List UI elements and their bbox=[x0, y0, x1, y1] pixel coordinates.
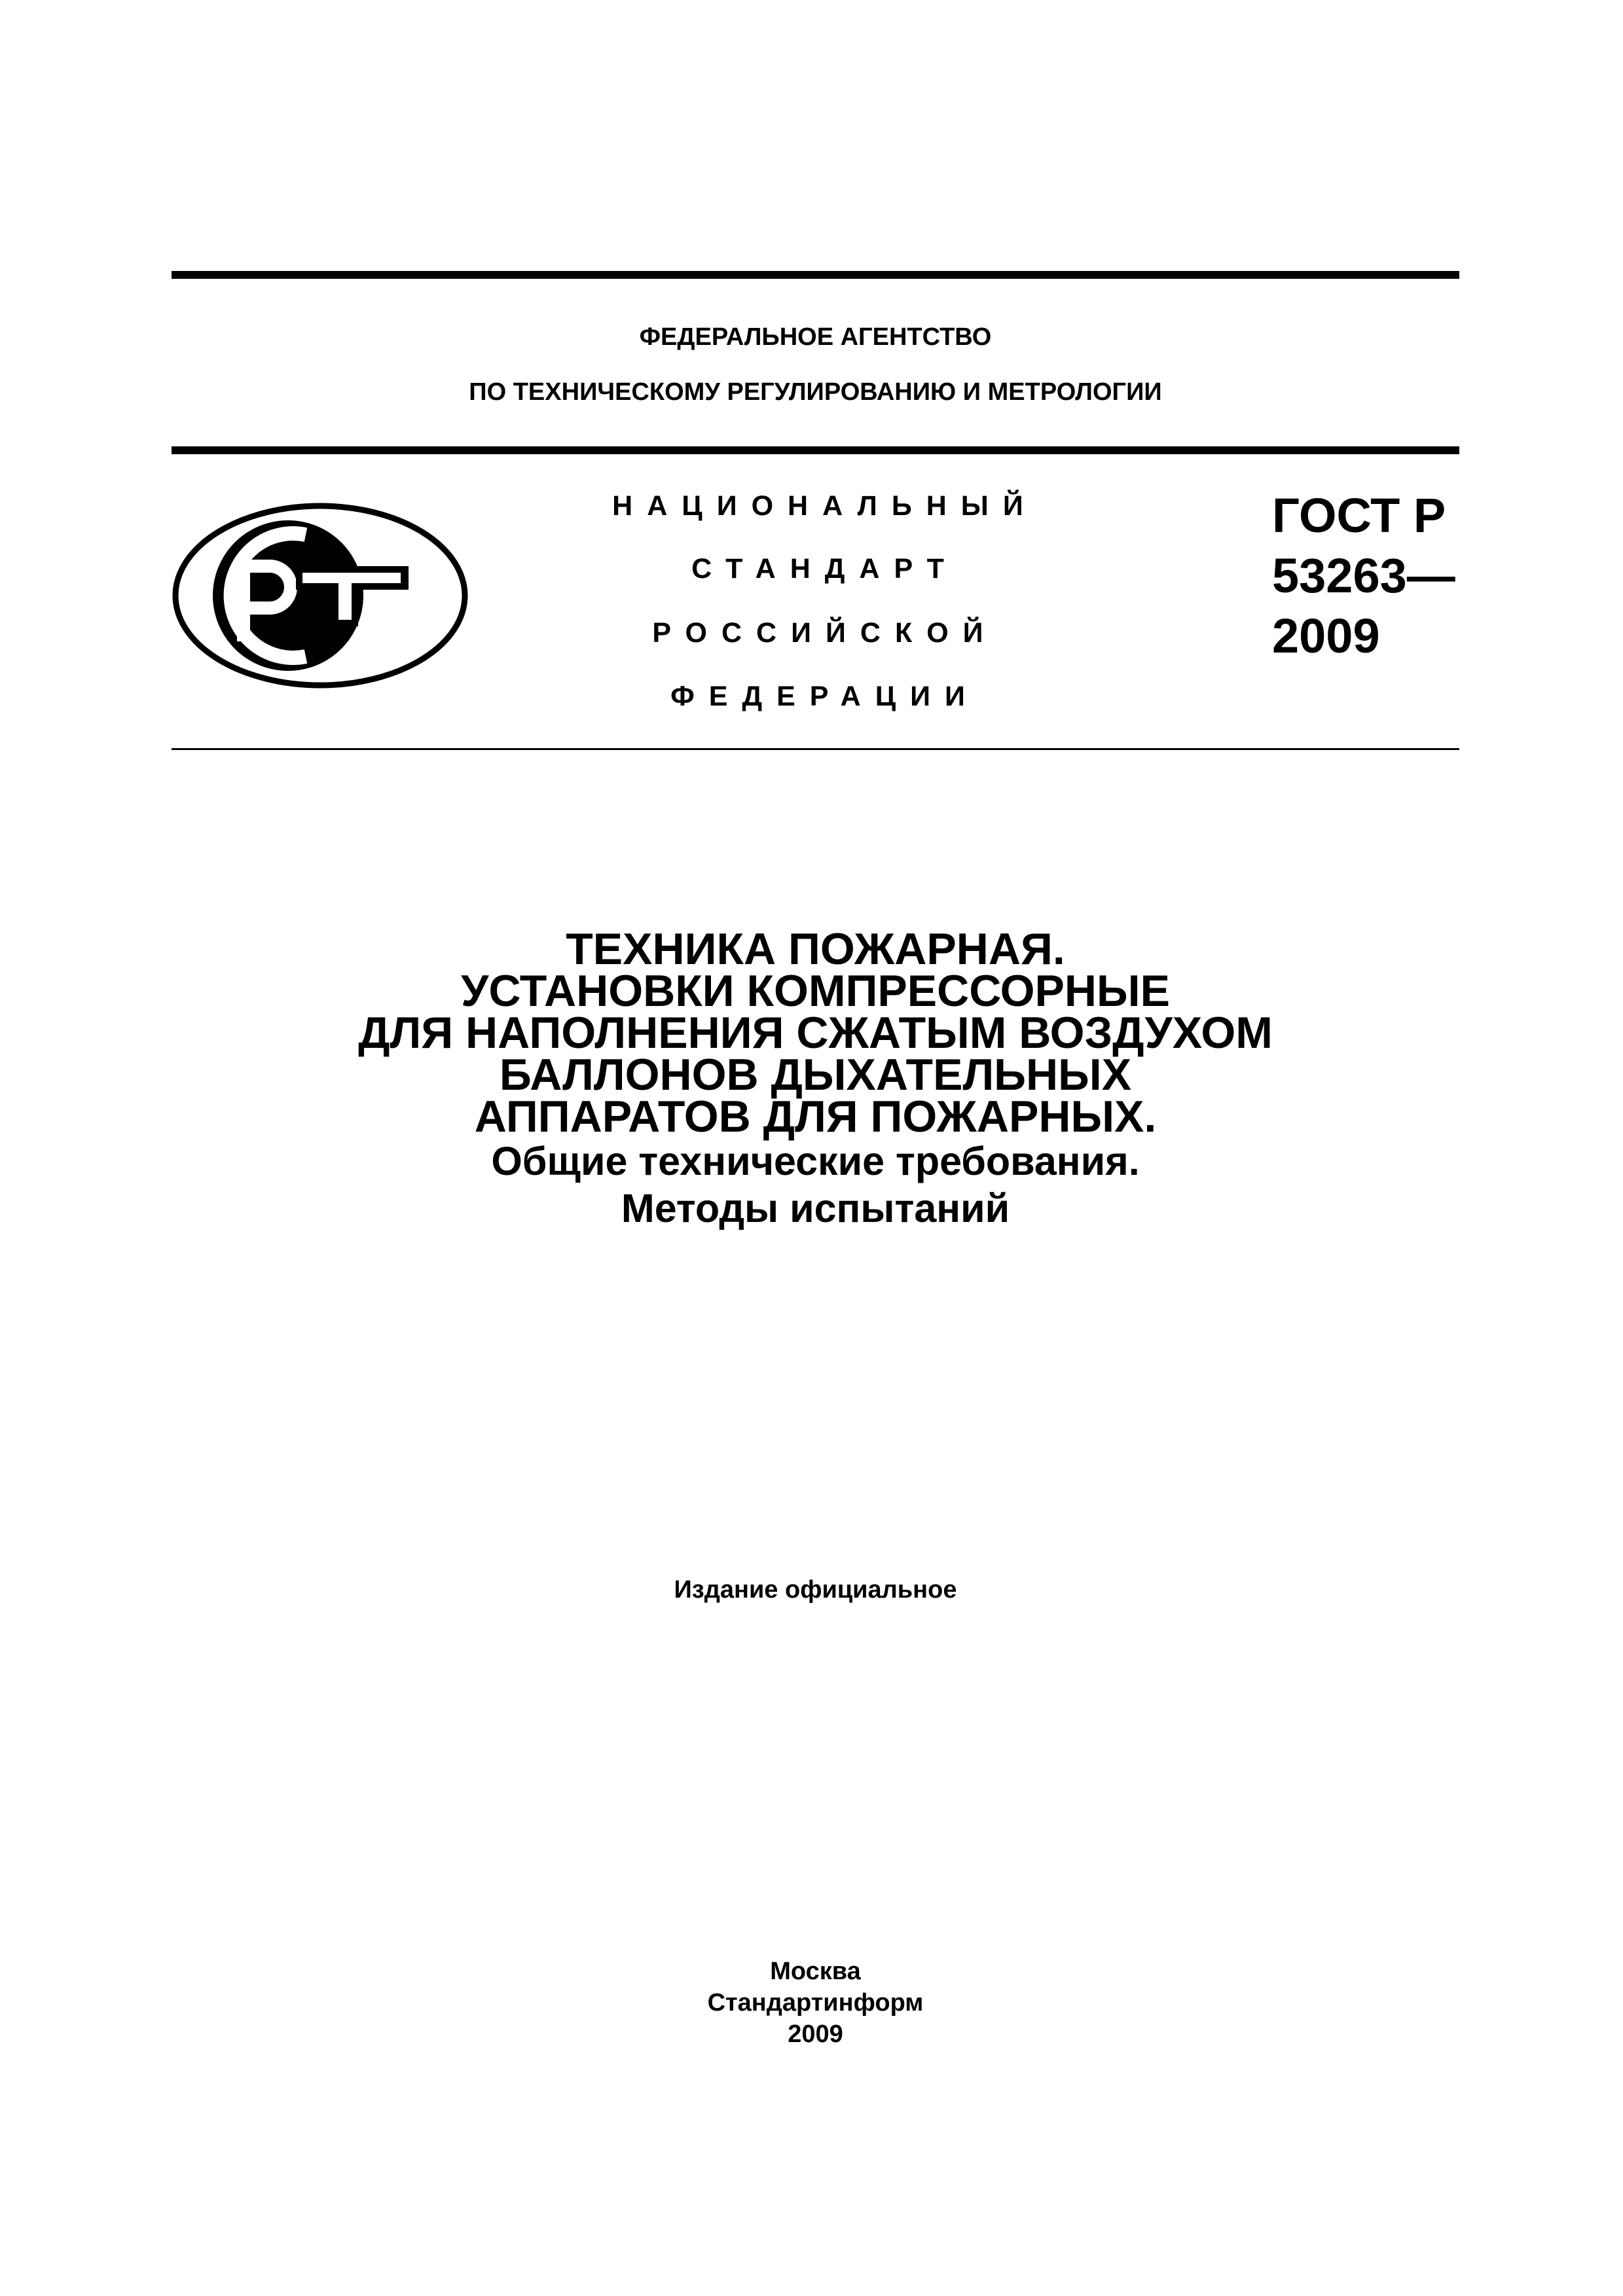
title-line: ДЛЯ НАПОЛНЕНИЯ СЖАТЫМ ВОЗДУХОМ bbox=[358, 1008, 1273, 1058]
standard-type-line1: НАЦИОНАЛЬНЫЙ bbox=[612, 490, 1038, 522]
standard-type-line4: ФЕДЕРАЦИИ bbox=[670, 681, 979, 712]
agency-name-line2: ПО ТЕХНИЧЕСКОМУ РЕГУЛИРОВАНИЮ И МЕТРОЛОГИИ bbox=[469, 378, 1162, 406]
imprint-publisher: Стандартинформ bbox=[707, 1989, 924, 2017]
title-line: УСТАНОВКИ КОМПРЕССОРНЫЕ bbox=[461, 966, 1170, 1016]
header-rule bbox=[172, 446, 1459, 454]
standard-designation bbox=[1272, 486, 1455, 666]
edition-note: Издание официальное bbox=[674, 1576, 957, 1604]
standard-type-line3: РОССИЙСКОЙ bbox=[652, 617, 998, 649]
subtitle-line: Общие технические требования. bbox=[491, 1139, 1140, 1183]
designation-line3: 2009 bbox=[1272, 609, 1380, 663]
rst-certification-mark-icon bbox=[172, 501, 469, 691]
imprint-year: 2009 bbox=[788, 2020, 843, 2048]
title-line: БАЛЛОНОВ ДЫХАТЕЛЬНЫХ bbox=[499, 1050, 1132, 1100]
subtitle-line: Методы испытаний bbox=[621, 1186, 1010, 1230]
top-rule bbox=[172, 271, 1459, 279]
title-line: АППАРАТОВ ДЛЯ ПОЖАРНЫХ. bbox=[474, 1092, 1157, 1141]
title-line: ТЕХНИКА ПОЖАРНАЯ. bbox=[566, 924, 1065, 974]
header-bottom-rule bbox=[172, 748, 1459, 750]
imprint bbox=[172, 1956, 1459, 2050]
imprint-city: Москва bbox=[770, 1958, 861, 1985]
designation-line1: ГОСТ Р bbox=[1272, 488, 1446, 543]
document-title bbox=[172, 924, 1459, 1232]
agency-name-line1: ФЕДЕРАЛЬНОЕ АГЕНТСТВО bbox=[639, 323, 992, 351]
designation-line2: 53263— bbox=[1272, 548, 1455, 603]
standard-type-line2: СТАНДАРТ bbox=[691, 553, 958, 584]
